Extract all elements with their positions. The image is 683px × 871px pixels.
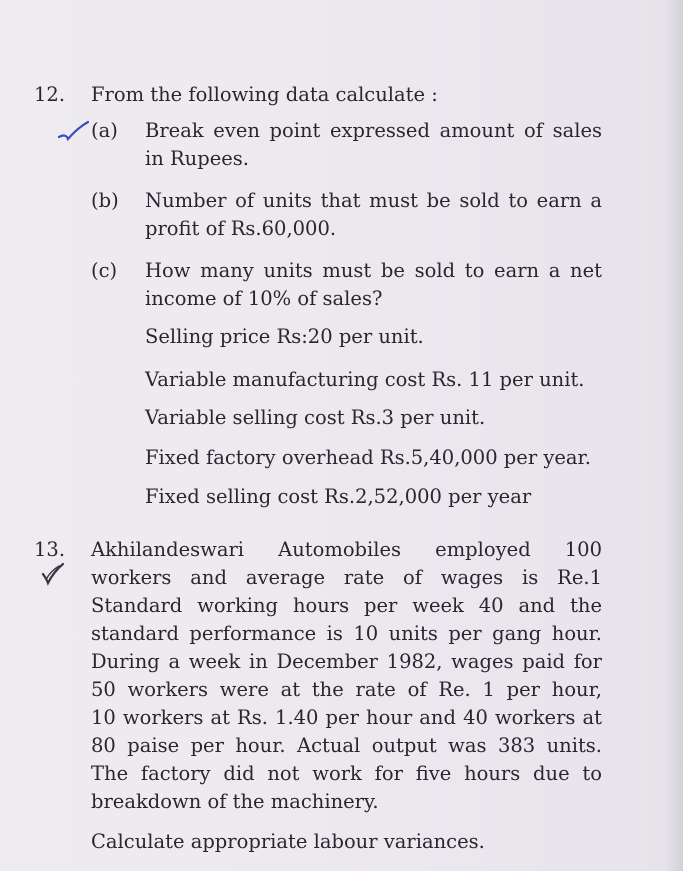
q13-line-4: standard performance is 10 units per gang hour. [91, 622, 602, 645]
part-c-label: (c) [91, 259, 118, 282]
q13-line-1: Akhilandeswari Automobiles employed 100 [91, 538, 602, 561]
part-b-line-2: profit of Rs.60,000. [145, 217, 337, 240]
q13-line-10: breakdown of the machinery. [91, 790, 379, 813]
data-variable-selling-cost: Variable selling cost Rs.3 per unit. [145, 406, 486, 429]
part-b-label: (b) [91, 189, 119, 212]
part-b-line-1: Number of units that must be sold to earn a [145, 189, 602, 212]
q13-line-9: The factory did not work for five hours due to [91, 762, 602, 785]
part-c-line-1: How many units must be sold to earn a net [145, 259, 602, 282]
q13-line-8: 80 paise per hour. Actual output was 383 units. [91, 734, 602, 757]
data-selling-price: Selling price Rs:20 per unit. [145, 325, 424, 348]
part-a-line-2: in Rupees. [145, 147, 250, 170]
q13-line-7: 10 workers at Rs. 1.40 per hour and 40 workers at [91, 706, 602, 729]
data-variable-manufacturing-cost: Variable manufacturing cost Rs. 11 per unit. [145, 368, 585, 391]
part-c-line-2: income of 10% of sales? [145, 287, 383, 310]
q13-line-2: workers and average rate of wages is Re.1 [91, 566, 602, 589]
q13-closing: Calculate appropriate labour variances. [91, 830, 485, 853]
blue-tick-icon [56, 120, 90, 144]
question-12-number: 12. [34, 83, 66, 106]
question-13-number: 13. [34, 538, 66, 561]
page-edge-shadow [665, 0, 683, 871]
part-a-label: (a) [91, 119, 118, 142]
data-fixed-factory-overhead: Fixed factory overhead Rs.5,40,000 per year. [145, 446, 591, 469]
q13-line-5: During a week in December 1982, wages paid for [91, 650, 602, 673]
q13-line-6: 50 workers were at the rate of Re. 1 per hour, [91, 678, 602, 701]
q13-line-3: Standard working hours per week 40 and the [91, 594, 602, 617]
part-a-line-1: Break even point expressed amount of sales [145, 119, 602, 142]
dark-tick-icon [40, 562, 66, 586]
question-12-intro: From the following data calculate : [91, 83, 438, 106]
data-fixed-selling-cost: Fixed selling cost Rs.2,52,000 per year [145, 485, 532, 508]
